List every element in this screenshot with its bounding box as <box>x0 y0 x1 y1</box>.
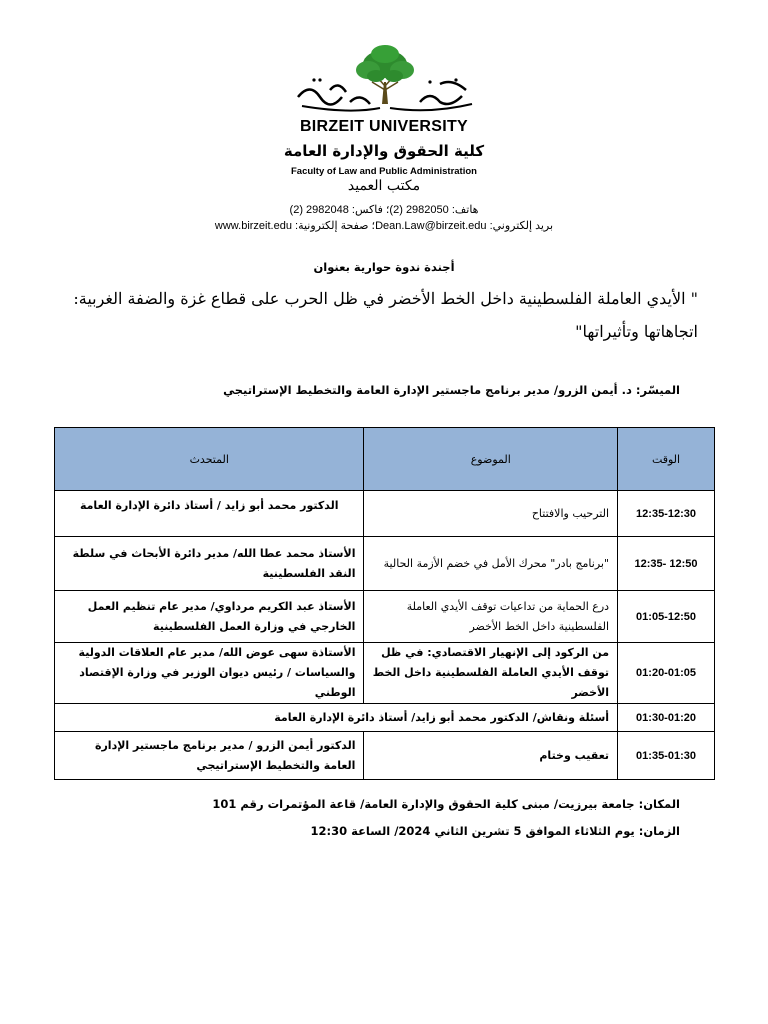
row-speaker: الدكتور أيمن الزرو / مدير برنامج ماجستير الإدارة العامة والتخطيط الإستراتيجي <box>55 732 364 780</box>
row-speaker: الأستاذ محمد عطا الله/ مدير دائرة الأبحاث في سلطة النقد الفلسطينية <box>55 537 364 591</box>
row-topic: الترحيب والافتتاح <box>364 491 618 537</box>
header-topic: الموضوع <box>364 428 618 491</box>
phone-fax-line: هاتف: 2982050 (2)؛ فاكس: 2982048 (2) <box>289 204 479 216</box>
row-topic: "برنامج بادر" محرك الأمل في خضم الأزمة الحالية <box>364 537 618 591</box>
seminar-title: " الأيدي العاملة الفلسطينية داخل الخط الأخضر في ظل الحرب على قطاع غزة والضفة الغربية: اتجاهاتها وتأثيراتها" <box>73 289 698 341</box>
header-speaker: المتحدث <box>55 428 364 491</box>
row-time: 12:35-12:30 <box>618 491 715 537</box>
row-time: 01:05-12:50 <box>618 591 715 643</box>
row-merged: أسئلة ونقاش/ الدكتور محمد أبو زايد/ أستاذ دائرة الإدارة العامة <box>55 704 618 732</box>
row-speaker: الدكتور محمد أبو زايد / أستاذ دائرة الإدارة العامة <box>55 491 364 537</box>
table-row <box>55 732 715 780</box>
table-row <box>55 643 715 704</box>
row-time: 12:50 -12:35 <box>618 537 715 591</box>
event-place: المكان: جامعة بيرزيت/ مبنى كلية الحقوق والإدارة العامة/ قاعة المؤتمرات رقم 101 <box>212 797 680 811</box>
table-row <box>55 704 715 732</box>
university-logo <box>290 42 480 122</box>
row-speaker: الأستاذ عبد الكريم مرداوي/ مدير عام تنظيم العمل الخارجي في وزارة العمل الفلسطينية <box>55 591 364 643</box>
row-topic: تعقيب وختام <box>364 732 618 780</box>
table-row <box>55 537 715 591</box>
row-topic: من الركود إلى الإنهيار الاقتصادي: في ظل توقف الأيدي العاملة الفلسطينية داخل الخط الأخضر <box>364 643 618 704</box>
faculty-name-ar: كلية الحقوق والإدارة العامة <box>283 142 485 160</box>
agenda-label: أجندة ندوة حوارية بعنوان <box>313 260 455 274</box>
row-time: 01:20-01:05 <box>618 643 715 704</box>
table-row <box>55 591 715 643</box>
table-header-row <box>55 428 715 491</box>
table-row <box>55 491 715 537</box>
dean-office-label: مكتب العميد <box>347 178 421 194</box>
row-topic: درع الحماية من تداعيات توقف الأيدي العاملة الفلسطينية داخل الخط الأخضر <box>364 591 618 643</box>
moderator-line: الميسّر: د. أيمن الزرو/ مدير برنامج ماجستير الإدارة العامة والتخطيط الإستراتيجي <box>223 383 680 397</box>
agenda-table <box>54 427 715 780</box>
row-time: 01:35-01:30 <box>618 732 715 780</box>
tree-logo-icon <box>290 42 480 122</box>
faculty-name-en: Faculty of Law and Public Administration <box>291 166 477 177</box>
row-time: 01:30-01:20 <box>618 704 715 732</box>
university-name-en: BIRZEIT UNIVERSITY <box>299 118 469 135</box>
header-time: الوقت <box>618 428 715 491</box>
row-speaker: الأستاذة سهى عوض الله/ مدير عام العلاقات الدولية والسياسات / رئيس ديوان الوزير في وزارة الإقتصاد الوطني <box>55 643 364 704</box>
event-time: الزمان: يوم الثلاثاء الموافق 5 تشرين الثاني 2024/ الساعة 12:30 <box>310 824 680 838</box>
email-website-line: بريد إلكتروني: Dean.Law@birzeit.edu؛ صفحة إلكترونية: www.birzeit.edu <box>214 220 554 232</box>
